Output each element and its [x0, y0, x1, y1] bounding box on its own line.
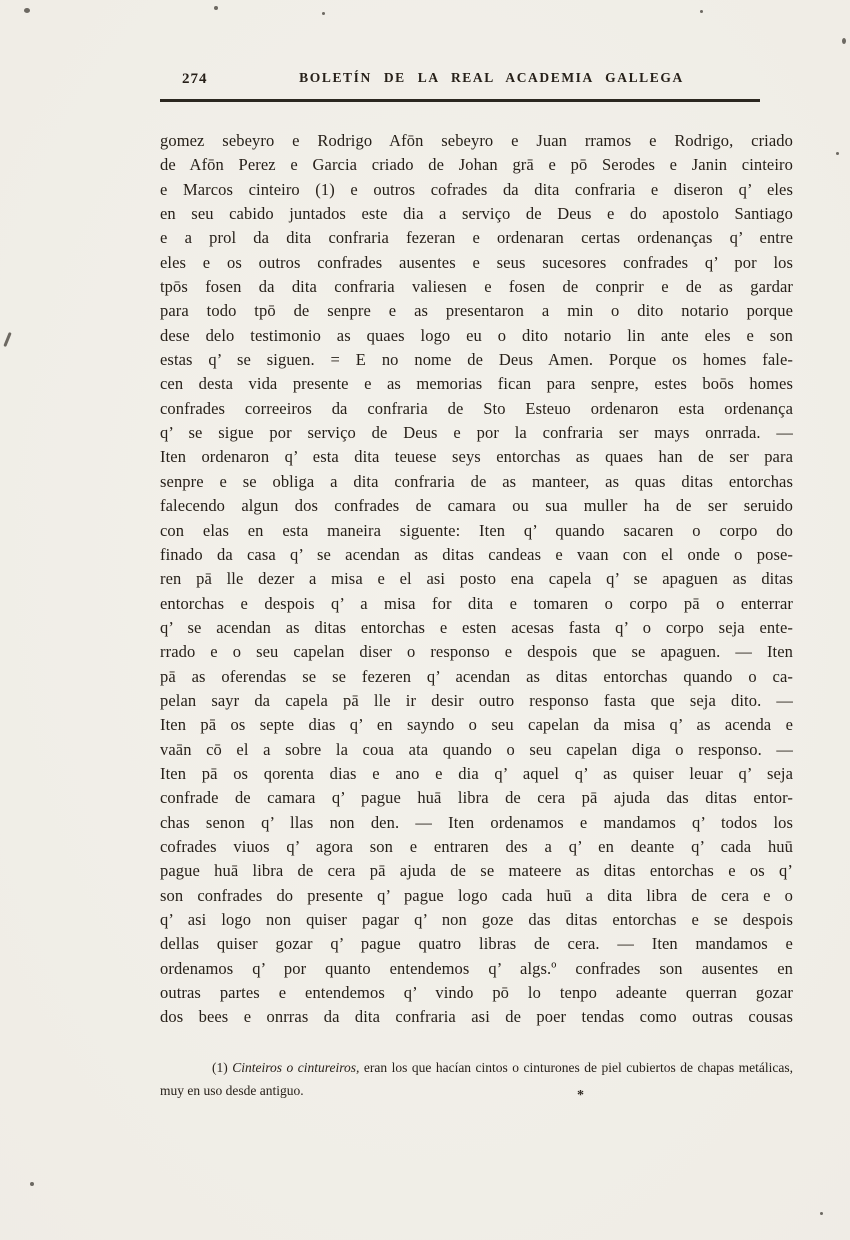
scan-speck	[30, 1182, 34, 1186]
text-line: pague huā libra de cera pā ajuda de se mateere as ditas entorchas e os q’	[160, 861, 793, 881]
text-line: gomez sebeyro e Rodrigo Afōn sebeyro e Juan rramos e Rodrigo, criado	[160, 131, 793, 150]
text-line: pā as oferendas se se fezeren q’ acendan as ditas entorchas quando o ca-	[160, 666, 793, 686]
text-line: e Marcos cinteiro (1) e outros cofrades da dita confraria e diseron q’ eles	[160, 179, 793, 199]
text-line: q’ se sigue por serviço de Deus e por la confraria ser mays onrrada. —	[160, 423, 793, 443]
text-line: cofrades viuos q’ agora son e entraren des a q’ en deante q’ cada huū	[160, 836, 793, 856]
text-line: pelan sayr da capela pā lle ir desir outro responso fasta que seja dito. —	[160, 690, 793, 710]
journal-title: BOLETÍN DE LA REAL ACADEMIA GALLEGA	[299, 70, 684, 85]
text-line: dos bees e onrras da dita confraria asi de poer tendas como outras cousas	[160, 1007, 793, 1027]
text-line: en seu cabido juntados este dia a serviço de Deus e do apostolo Santiago	[160, 204, 793, 224]
text-line: ordenamos q’ por quanto entendemos q’ algs.º confrades son ausentes en	[160, 958, 793, 978]
text-line: Iten pā os septe dias q’ en sayndo o seu capelan da misa q’ as acenda e	[160, 715, 793, 735]
text-line: falecendo algun dos confrades de camara ou sua muller ha de ser seruido	[160, 496, 793, 516]
scan-speck	[820, 1212, 823, 1215]
text-line: confrades correeiros da confraria de Sto Esteuo ordenaron esta ordenança	[160, 398, 793, 418]
footnote-marker: (1)	[212, 1059, 228, 1075]
scan-speck	[322, 12, 325, 15]
footnote-term: Cinteiros o cintureiros,	[232, 1059, 360, 1075]
text-line: outras partes e entendemos q’ vindo pō lo tenpo adeante querran gozar	[160, 983, 793, 1003]
text-line: con elas en esta maneira siguente: Iten q’ quando sacaren o corpo do	[160, 520, 793, 540]
text-line: son confrades do presente q’ pague logo cada huū a dita libra de cera e o	[160, 885, 793, 905]
text-line: rrado e o seu capelan diser o responso e despois que se apaguen. — Iten	[160, 642, 793, 662]
body-text	[160, 129, 793, 1030]
text-line: entorchas e despois q’ a misa for dita e tomaren o corpo pā o enterrar	[160, 593, 793, 613]
scan-speck	[836, 152, 839, 155]
page-number: 274	[182, 71, 208, 87]
text-line: Iten pā os qorenta dias e ano e dia q’ aquel q’ as quiser leuar q’ seja	[160, 763, 793, 783]
text-line: senpre e se obliga a dita confraria de as manteer, as quas ditas entorchas	[160, 471, 793, 491]
text-line: eles e os outros confrades ausentes e seus sucesores confrades q’ por los	[160, 252, 793, 272]
text-line: chas senon q’ llas non den. — Iten ordenamos e mandamos q’ todos los	[160, 812, 793, 832]
text-line: e a prol da dita confraria fezeran e ordenaran certas ordenanças q’ entre	[160, 228, 793, 248]
scan-speck	[842, 38, 846, 44]
text-line: de Afōn Perez e Garcia criado de Johan grā e pō Serodes e Janin cinteiro	[160, 155, 793, 175]
scan-speck	[24, 8, 30, 13]
scan-speck	[214, 6, 218, 10]
text-line: cen desta vida presente e as memorias fican para senpre, estes boōs homes	[160, 374, 793, 394]
text-line: para todo tpō de senpre e as presentaron a min o dito notario porque	[160, 301, 793, 321]
text-line: finado da casa q’ se acendan as ditas candeas e vaan con el onde o pose-	[160, 544, 793, 564]
footnote-text: eran los que hacían cintos o cinturones de piel cubiertos de chapas metálicas, muy en uso desde antiguo.	[160, 1059, 794, 1099]
header-rule	[160, 99, 760, 102]
footnote	[160, 1056, 793, 1103]
text-line: vaān cō el a sobre la coua ata quando o seu capelan diga o responso. —	[160, 739, 793, 759]
page-header	[160, 70, 793, 92]
text-line: tpōs fosen da dita confraria valiesen e fosen de conprir e de as gardar	[160, 277, 793, 297]
text-line: dese delo testimonio as quaes logo eu o dito notario lin ante eles e son	[160, 325, 793, 345]
page-content	[160, 70, 793, 1103]
text-line: confrade de camara q’ pague huā libra de cera pā ajuda das ditas entor-	[160, 788, 793, 808]
scan-speck	[700, 10, 703, 13]
text-line: Iten ordenaron q’ esta dita teuese seys entorchas as quaes han de ser para	[160, 447, 793, 467]
text-line: estas q’ se siguen. = E no nome de Deus Amen. Porque os homes fale-	[160, 350, 793, 370]
text-line: ren pā lle dezer a misa e el asi posto ena capela q’ se apaguen as ditas	[160, 569, 793, 589]
scan-speck	[3, 332, 11, 347]
text-line: q’ se acendan as ditas entorchas e esten acesas fasta q’ o corpo seja ente-	[160, 617, 793, 637]
text-line: dellas quiser gozar q’ pague quatro libras de cera. — Iten mandamos e	[160, 934, 793, 954]
text-line: q’ asi logo non quiser pagar q’ non goze das ditas entorchas e se despois	[160, 910, 793, 929]
printers-mark: *	[577, 1088, 584, 1103]
